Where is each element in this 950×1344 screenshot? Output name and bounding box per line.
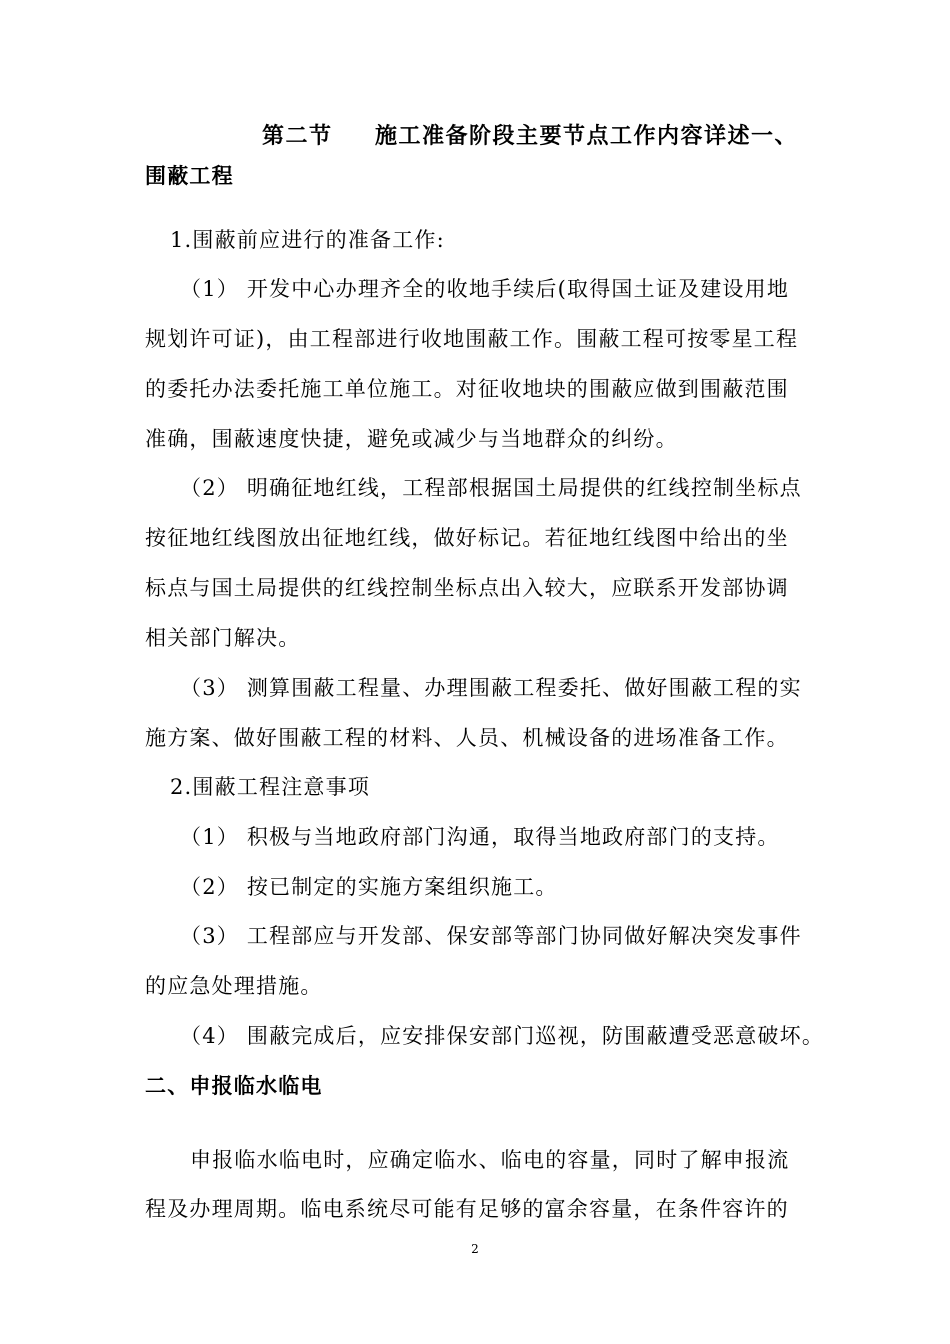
paragraph-line: 程及办理周期。临电系统尽可能有足够的富余容量，在条件容许的: [145, 1197, 789, 1221]
paragraph-line: （1） 积极与当地政府部门沟通，取得当地政府部门的支持。: [180, 825, 780, 849]
part1-heading: 1.围蔽前应进行的准备工作:: [170, 228, 445, 252]
paragraph-line: （3） 测算围蔽工程量、办理围蔽工程委托、做好围蔽工程的实: [180, 676, 802, 700]
paragraph-line: 的委托办法委托施工单位施工。对征收地块的围蔽应做到围蔽范围: [145, 377, 789, 401]
paragraph-line: （4） 围蔽完成后，应安排保安部门巡视，防围蔽遭受恶意破坏。: [180, 1024, 825, 1048]
paragraph-line: （2） 按已制定的实施方案组织施工。: [180, 875, 558, 899]
section-continuation: 围蔽工程: [145, 163, 234, 188]
paragraph-line: 相关部门解决。: [145, 626, 301, 650]
paragraph-line: 施方案、做好围蔽工程的材料、人员、机械设备的进场准备工作。: [145, 726, 789, 750]
part2-heading: 2.围蔽工程注意事项: [170, 775, 371, 799]
section2-heading: 二、申报临水临电: [145, 1073, 323, 1098]
paragraph-line: 申报临水临电时，应确定临水、临电的容量，同时了解申报流: [190, 1148, 790, 1172]
paragraph-line: 准确，围蔽速度快捷，避免或减少与当地群众的纠纷。: [145, 427, 678, 451]
paragraph-line: （3） 工程部应与开发部、保安部等部门协同做好解决突发事件: [180, 924, 802, 948]
paragraph-line: 的应急处理措施。: [145, 974, 323, 998]
section-subtitle: 施工准备阶段主要节点工作内容详述一、: [375, 123, 799, 149]
paragraph-line: 规划许可证)，由工程部进行收地围蔽工作。围蔽工程可按零星工程: [145, 327, 799, 351]
page-number: 2: [471, 1242, 479, 1256]
paragraph-line: 按征地红线图放出征地红线，做好标记。若征地红线图中给出的坐: [145, 526, 789, 550]
paragraph-line: （1） 开发中心办理齐全的收地手续后(取得国土证及建设用地: [180, 277, 790, 301]
section-title: 第二节: [262, 123, 333, 149]
paragraph-line: 标点与国土局提供的红线控制坐标点出入较大，应联系开发部协调: [145, 576, 789, 600]
paragraph-line: （2） 明确征地红线，工程部根据国土局提供的红线控制坐标点: [180, 476, 802, 500]
